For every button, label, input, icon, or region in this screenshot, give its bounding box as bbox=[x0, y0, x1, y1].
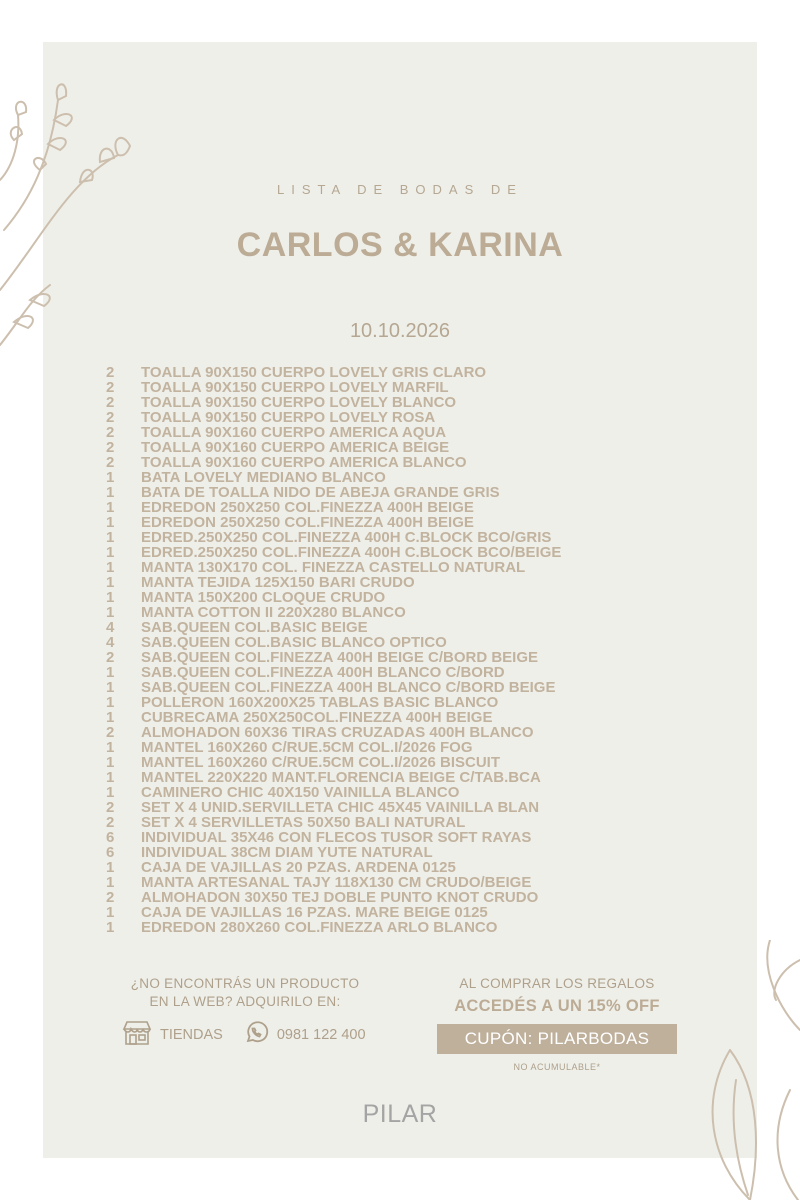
phone-number[interactable]: 0981 122 400 bbox=[276, 1027, 366, 1043]
item-quantity: 1 bbox=[106, 709, 115, 726]
list-item bbox=[104, 860, 724, 875]
list-item bbox=[104, 620, 724, 635]
item-quantity: 1 bbox=[106, 514, 115, 531]
item-quantity: 2 bbox=[106, 409, 115, 426]
promo-line: AL COMPRAR LOS REGALOS bbox=[459, 976, 655, 991]
list-item bbox=[104, 845, 724, 860]
item-description: SET X 4 UNID.SERVILLETA CHIC 45X45 VAINILLA BLAN bbox=[141, 799, 540, 816]
list-item bbox=[104, 560, 724, 575]
item-quantity: 1 bbox=[106, 499, 115, 516]
coupon-badge: CUPÓN: PILARBODAS bbox=[437, 1024, 677, 1054]
list-item bbox=[104, 440, 724, 455]
item-description: CAMINERO CHIC 40X150 VAINILLA BLANCO bbox=[141, 784, 460, 801]
list-item bbox=[104, 680, 724, 695]
list-item bbox=[104, 485, 724, 500]
contact-row bbox=[122, 1020, 392, 1050]
item-quantity: 1 bbox=[106, 529, 115, 546]
item-quantity: 1 bbox=[106, 739, 115, 756]
list-item bbox=[104, 575, 724, 590]
store-info bbox=[110, 975, 380, 1011]
item-quantity: 2 bbox=[106, 439, 115, 456]
item-description: MANTA 150X200 CLOQUE CRUDO bbox=[141, 589, 386, 606]
item-description: ALMOHADON 60X36 TIRAS CRUZADAS 400H BLANCO bbox=[141, 724, 534, 741]
item-description: BATA DE TOALLA NIDO DE ABEJA GRANDE GRIS bbox=[141, 484, 500, 501]
item-quantity: 1 bbox=[106, 679, 115, 696]
list-item bbox=[104, 470, 724, 485]
item-quantity: 2 bbox=[106, 394, 115, 411]
list-item bbox=[104, 830, 724, 845]
item-description: MANTEL 160X260 C/RUE.5CM COL.I/2026 FOG bbox=[141, 739, 473, 756]
item-description: TOALLA 90X150 CUERPO LOVELY ROSA bbox=[141, 409, 436, 426]
list-item bbox=[104, 515, 724, 530]
item-description: MANTA 130X170 COL. FINEZZA CASTELLO NATURAL bbox=[141, 559, 526, 576]
list-item bbox=[104, 635, 724, 650]
item-description: EDREDON 250X250 COL.FINEZZA 400H BEIGE bbox=[141, 499, 474, 516]
item-quantity: 6 bbox=[106, 844, 115, 861]
promo-note: NO ACUMULABLE* bbox=[513, 1062, 601, 1072]
item-description: MANTA TEJIDA 125X150 BARI CRUDO bbox=[141, 574, 415, 591]
item-quantity: 1 bbox=[106, 589, 115, 606]
item-quantity: 2 bbox=[106, 724, 115, 741]
item-description: BATA LOVELY MEDIANO BLANCO bbox=[141, 469, 386, 486]
item-description: MANTEL 220X220 MANT.FLORENCIA BEIGE C/TAB.BCA bbox=[141, 769, 541, 786]
list-item bbox=[104, 665, 724, 680]
leaf-decoration bbox=[690, 940, 800, 1200]
item-description: TOALLA 90X150 CUERPO LOVELY BLANCO bbox=[141, 394, 457, 411]
item-quantity: 1 bbox=[106, 904, 115, 921]
item-description: CUBRECAMA 250X250COL.FINEZZA 400H BEIGE bbox=[141, 709, 493, 726]
item-quantity: 1 bbox=[106, 859, 115, 876]
list-item bbox=[104, 800, 724, 815]
registry-subtitle: LISTA DE BODAS DE bbox=[277, 182, 523, 197]
list-item bbox=[104, 905, 724, 920]
item-description: TOALLA 90X160 CUERPO AMERICA AQUA bbox=[141, 424, 447, 441]
item-quantity: 1 bbox=[106, 544, 115, 561]
item-description: CAJA DE VAJILLAS 20 PZAS. ARDENA 0125 bbox=[141, 859, 456, 876]
list-item bbox=[104, 425, 724, 440]
stores-label: TIENDAS bbox=[160, 1027, 223, 1043]
item-quantity: 4 bbox=[106, 619, 115, 636]
promo-discount: ACCEDÉS A UN 15% OFF bbox=[454, 997, 660, 1015]
promo-box bbox=[437, 975, 677, 1072]
item-quantity: 1 bbox=[106, 559, 115, 576]
list-item bbox=[104, 770, 724, 785]
item-description: ALMOHADON 30X50 TEJ DOBLE PUNTO KNOT CRUDO bbox=[141, 889, 539, 906]
leaf-branch-decoration bbox=[0, 60, 140, 360]
item-quantity: 2 bbox=[106, 364, 115, 381]
item-description: SAB.QUEEN COL.BASIC BLANCO OPTICO bbox=[141, 634, 447, 651]
item-description: TOALLA 90X160 CUERPO AMERICA BEIGE bbox=[141, 439, 450, 456]
item-description: SAB.QUEEN COL.FINEZZA 400H BLANCO C/BORD bbox=[141, 664, 505, 681]
item-description: CAJA DE VAJILLAS 16 PZAS. MARE BEIGE 0125 bbox=[141, 904, 488, 921]
item-description: EDRED.250X250 COL.FINEZZA 400H C.BLOCK BCO/BEIGE bbox=[141, 544, 562, 561]
item-quantity: 1 bbox=[106, 484, 115, 501]
item-quantity: 1 bbox=[106, 604, 115, 621]
item-quantity: 1 bbox=[106, 664, 115, 681]
list-item bbox=[104, 875, 724, 890]
item-description: SAB.QUEEN COL.FINEZZA 400H BEIGE C/BORD BEIGE bbox=[141, 649, 538, 666]
item-description: SAB.QUEEN COL.BASIC BEIGE bbox=[141, 619, 368, 636]
item-quantity: 2 bbox=[106, 889, 115, 906]
couple-names: CARLOS & KARINA bbox=[236, 226, 564, 264]
list-item bbox=[104, 890, 724, 905]
list-item bbox=[104, 920, 724, 935]
list-item bbox=[104, 395, 724, 410]
item-quantity: 2 bbox=[106, 649, 115, 666]
store-icon bbox=[122, 1020, 152, 1050]
item-quantity: 2 bbox=[106, 454, 115, 471]
item-quantity: 6 bbox=[106, 829, 115, 846]
item-quantity: 2 bbox=[106, 379, 115, 396]
item-quantity: 1 bbox=[106, 769, 115, 786]
item-quantity: 1 bbox=[106, 694, 115, 711]
item-quantity: 1 bbox=[106, 574, 115, 591]
item-description: MANTA ARTESANAL TAJY 118X130 CM CRUDO/BEIGE bbox=[141, 874, 532, 891]
store-question-line2: EN LA WEB? ADQUIRILO EN: bbox=[149, 994, 341, 1009]
item-quantity: 2 bbox=[106, 799, 115, 816]
item-description: INDIVIDUAL 38CM DIAM YUTE NATURAL bbox=[141, 844, 433, 861]
brand-logo: PILAR bbox=[362, 1100, 438, 1128]
item-description: EDREDON 250X250 COL.FINEZZA 400H BEIGE bbox=[141, 514, 474, 531]
item-description: POLLERON 160X200X25 TABLAS BASIC BLANCO bbox=[141, 694, 499, 711]
list-item bbox=[104, 650, 724, 665]
wedding-date: 10.10.2026 bbox=[349, 320, 451, 342]
item-description: EDREDON 280X260 COL.FINEZZA ARLO BLANCO bbox=[141, 919, 498, 936]
item-description: TOALLA 90X150 CUERPO LOVELY MARFIL bbox=[141, 379, 449, 396]
item-quantity: 1 bbox=[106, 874, 115, 891]
item-quantity: 2 bbox=[106, 814, 115, 831]
item-description: MANTA COTTON II 220X280 BLANCO bbox=[141, 604, 406, 621]
item-description: TOALLA 90X160 CUERPO AMERICA BLANCO bbox=[141, 454, 467, 471]
item-description: SET X 4 SERVILLETAS 50X50 BALI NATURAL bbox=[141, 814, 466, 831]
item-quantity: 2 bbox=[106, 424, 115, 441]
list-item bbox=[104, 695, 724, 710]
item-description: EDRED.250X250 COL.FINEZZA 400H C.BLOCK BCO/GRIS bbox=[141, 529, 552, 546]
list-item bbox=[104, 455, 724, 470]
list-item bbox=[104, 740, 724, 755]
whatsapp-icon bbox=[243, 1020, 269, 1050]
list-item bbox=[104, 410, 724, 425]
item-quantity: 1 bbox=[106, 784, 115, 801]
item-quantity: 1 bbox=[106, 754, 115, 771]
list-item bbox=[104, 815, 724, 830]
item-quantity: 1 bbox=[106, 469, 115, 486]
list-item bbox=[104, 710, 724, 725]
list-item bbox=[104, 545, 724, 560]
list-item bbox=[104, 785, 724, 800]
list-item bbox=[104, 380, 724, 395]
list-item bbox=[104, 725, 724, 740]
item-quantity: 4 bbox=[106, 634, 115, 651]
list-item bbox=[104, 530, 724, 545]
item-description: MANTEL 160X260 C/RUE.5CM COL.I/2026 BISCUIT bbox=[141, 754, 500, 771]
list-item bbox=[104, 365, 724, 380]
list-item bbox=[104, 605, 724, 620]
item-description: INDIVIDUAL 35X46 CON FLECOS TUSOR SOFT RAYAS bbox=[141, 829, 532, 846]
item-description: SAB.QUEEN COL.FINEZZA 400H BLANCO C/BORD BEIGE bbox=[141, 679, 556, 696]
gift-list bbox=[104, 365, 724, 935]
list-item bbox=[104, 590, 724, 605]
item-description: TOALLA 90X150 CUERPO LOVELY GRIS CLARO bbox=[141, 364, 487, 381]
list-item bbox=[104, 755, 724, 770]
store-question-line1: ¿NO ENCONTRÁS UN PRODUCTO bbox=[130, 976, 360, 991]
list-item bbox=[104, 500, 724, 515]
item-quantity: 1 bbox=[106, 919, 115, 936]
